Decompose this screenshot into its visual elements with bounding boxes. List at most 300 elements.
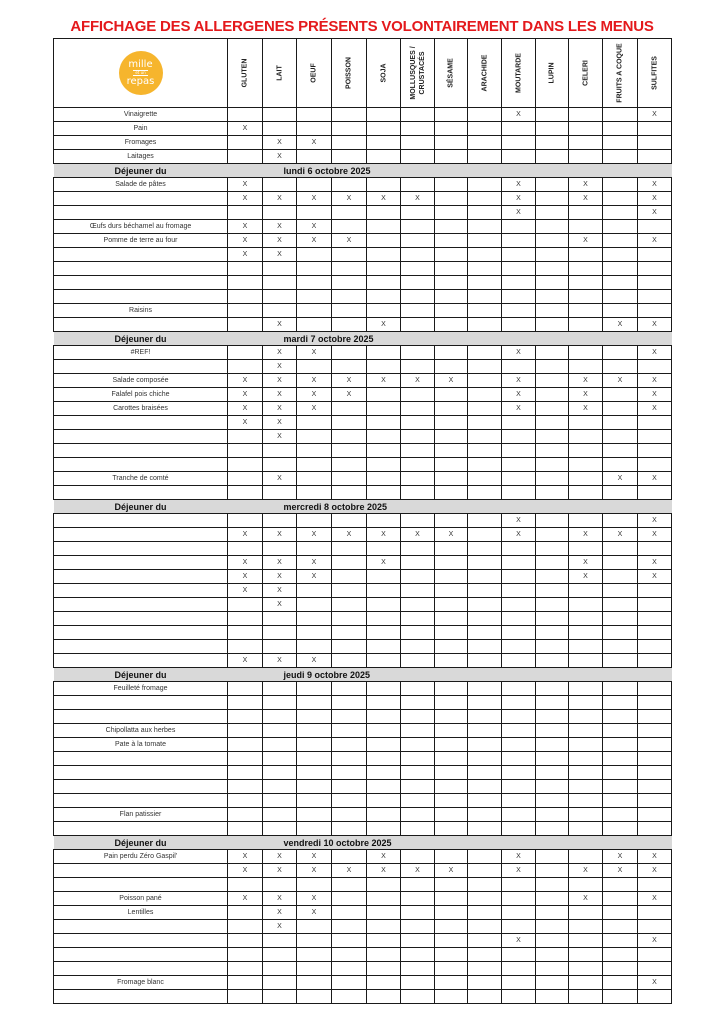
allergen-cell bbox=[603, 416, 638, 430]
allergen-cell bbox=[263, 934, 297, 948]
allergen-cell bbox=[263, 402, 297, 416]
allergen-cell bbox=[435, 934, 468, 948]
allergen-cell bbox=[263, 346, 297, 360]
allergen-cell bbox=[263, 724, 297, 738]
allergen-cell bbox=[502, 584, 536, 598]
allergen-cell bbox=[502, 570, 536, 584]
allergen-cell bbox=[263, 808, 297, 822]
allergen-cell bbox=[332, 654, 367, 668]
allergen-cell bbox=[401, 752, 435, 766]
menu-item-name bbox=[54, 990, 228, 1004]
menu-item-name bbox=[54, 360, 228, 374]
allergen-header-label: MOLLUSQUES / CRUSTACÉS bbox=[409, 46, 426, 100]
allergen-cell bbox=[502, 444, 536, 458]
allergen-cell bbox=[638, 486, 672, 500]
menu-item-name: Salade de pâtes bbox=[54, 178, 228, 192]
allergen-cell bbox=[297, 654, 332, 668]
menu-item-name: Pomme de terre au four bbox=[54, 234, 228, 248]
menu-item-name bbox=[54, 528, 228, 542]
menu-item-name: Pain bbox=[54, 122, 228, 136]
menu-item-name bbox=[54, 920, 228, 934]
allergen-cell bbox=[332, 948, 367, 962]
allergen-cell bbox=[603, 150, 638, 164]
allergen-cell bbox=[332, 486, 367, 500]
allergen-cell bbox=[468, 388, 502, 402]
allergen-cell bbox=[228, 822, 263, 836]
allergen-cell bbox=[502, 766, 536, 780]
allergen-cell bbox=[536, 612, 569, 626]
allergen-cell bbox=[502, 276, 536, 290]
allergen-cell bbox=[536, 430, 569, 444]
allergen-cell bbox=[263, 948, 297, 962]
menu-item-name: Falafel pois chiche bbox=[54, 388, 228, 402]
allergen-cell bbox=[502, 206, 536, 220]
allergen-cell bbox=[401, 178, 435, 192]
allergen-cell bbox=[228, 514, 263, 528]
allergen-mark: X bbox=[242, 586, 248, 594]
allergen-cell bbox=[569, 402, 603, 416]
allergen-cell bbox=[263, 542, 297, 556]
allergen-cell bbox=[367, 724, 401, 738]
allergen-mark: X bbox=[277, 866, 282, 874]
allergen-cell bbox=[603, 374, 638, 388]
allergen-cell bbox=[297, 990, 332, 1004]
day-date: lundi 6 octobre 2025 bbox=[228, 164, 672, 178]
logo-text-repas: repas bbox=[126, 76, 155, 87]
allergen-cell bbox=[435, 304, 468, 318]
allergen-cell bbox=[468, 108, 502, 122]
allergen-cell bbox=[332, 920, 367, 934]
allergen-mark: X bbox=[277, 152, 282, 160]
menu-item-row bbox=[54, 178, 672, 192]
allergen-cell bbox=[502, 612, 536, 626]
allergen-header bbox=[263, 39, 297, 108]
allergen-cell bbox=[263, 388, 297, 402]
allergen-mark: X bbox=[277, 404, 282, 412]
allergen-cell bbox=[228, 122, 263, 136]
allergen-cell bbox=[228, 528, 263, 542]
allergen-cell bbox=[536, 108, 569, 122]
allergen-mark: X bbox=[516, 852, 521, 860]
allergen-cell bbox=[332, 724, 367, 738]
allergen-cell bbox=[435, 598, 468, 612]
allergen-cell bbox=[569, 724, 603, 738]
allergen-cell bbox=[502, 822, 536, 836]
menu-item-name bbox=[54, 640, 228, 654]
allergen-cell bbox=[468, 402, 502, 416]
allergen-cell bbox=[435, 318, 468, 332]
allergen-mark: X bbox=[652, 530, 657, 538]
allergen-cell bbox=[468, 136, 502, 150]
allergen-cell bbox=[401, 304, 435, 318]
allergen-cell bbox=[569, 766, 603, 780]
allergen-cell bbox=[502, 654, 536, 668]
allergen-cell bbox=[435, 696, 468, 710]
allergen-cell bbox=[297, 262, 332, 276]
allergen-cell bbox=[297, 388, 332, 402]
allergen-mark: X bbox=[652, 348, 657, 356]
allergen-cell bbox=[638, 206, 672, 220]
day-date: mercredi 8 octobre 2025 bbox=[228, 500, 672, 514]
allergen-cell bbox=[263, 794, 297, 808]
allergen-cell bbox=[332, 822, 367, 836]
allergen-cell bbox=[297, 570, 332, 584]
allergen-cell bbox=[603, 430, 638, 444]
allergen-cell bbox=[401, 696, 435, 710]
allergen-cell bbox=[332, 808, 367, 822]
allergen-cell bbox=[502, 178, 536, 192]
allergen-cell bbox=[536, 976, 569, 990]
allergen-mark: X bbox=[242, 124, 248, 132]
allergen-cell bbox=[297, 626, 332, 640]
menu-item-row bbox=[54, 108, 672, 122]
allergen-cell bbox=[603, 864, 638, 878]
allergen-cell bbox=[502, 626, 536, 640]
allergen-cell bbox=[468, 990, 502, 1004]
allergen-cell bbox=[603, 808, 638, 822]
allergen-cell bbox=[536, 150, 569, 164]
menu-item-name: Lentilles bbox=[54, 906, 228, 920]
allergen-cell bbox=[536, 234, 569, 248]
allergen-cell bbox=[638, 934, 672, 948]
menu-item-row bbox=[54, 794, 672, 808]
allergen-cell bbox=[536, 892, 569, 906]
allergen-cell bbox=[367, 990, 401, 1004]
menu-item-row bbox=[54, 528, 672, 542]
allergen-cell bbox=[367, 248, 401, 262]
allergen-cell bbox=[603, 290, 638, 304]
allergen-cell bbox=[297, 528, 332, 542]
allergen-cell bbox=[332, 248, 367, 262]
allergen-cell bbox=[603, 738, 638, 752]
allergen-cell bbox=[502, 696, 536, 710]
day-label: Déjeuner du bbox=[54, 164, 228, 178]
allergen-cell bbox=[435, 458, 468, 472]
menu-item-name bbox=[54, 766, 228, 780]
allergen-mark: X bbox=[277, 852, 282, 860]
allergen-cell bbox=[367, 780, 401, 794]
allergen-cell bbox=[401, 318, 435, 332]
allergen-cell bbox=[603, 626, 638, 640]
allergen-cell bbox=[502, 122, 536, 136]
allergen-cell bbox=[263, 472, 297, 486]
allergen-header bbox=[401, 39, 435, 108]
allergen-mark: X bbox=[583, 376, 588, 384]
allergen-cell bbox=[638, 710, 672, 724]
allergen-cell bbox=[401, 430, 435, 444]
menu-item-row bbox=[54, 682, 672, 696]
allergen-cell bbox=[536, 766, 569, 780]
allergen-cell bbox=[569, 752, 603, 766]
allergen-cell bbox=[367, 906, 401, 920]
menu-item-name bbox=[54, 556, 228, 570]
allergen-mark: X bbox=[311, 348, 317, 356]
allergen-cell bbox=[435, 626, 468, 640]
allergen-cell bbox=[297, 122, 332, 136]
allergen-cell bbox=[263, 752, 297, 766]
allergen-cell bbox=[263, 486, 297, 500]
allergen-cell bbox=[468, 430, 502, 444]
allergen-mark: X bbox=[242, 558, 248, 566]
allergen-cell bbox=[435, 388, 468, 402]
allergen-cell bbox=[401, 654, 435, 668]
allergen-mark: X bbox=[277, 194, 282, 202]
allergen-cell bbox=[367, 388, 401, 402]
allergen-cell bbox=[569, 178, 603, 192]
menu-item-name bbox=[54, 654, 228, 668]
allergen-cell bbox=[332, 542, 367, 556]
allergen-mark: X bbox=[516, 110, 521, 118]
allergen-mark: X bbox=[311, 866, 317, 874]
menu-item-name: Vinaigrette bbox=[54, 108, 228, 122]
allergen-cell bbox=[435, 850, 468, 864]
allergen-cell bbox=[435, 570, 468, 584]
allergen-mark: X bbox=[516, 348, 521, 356]
allergen-cell bbox=[502, 598, 536, 612]
allergen-cell bbox=[435, 514, 468, 528]
allergen-cell bbox=[228, 430, 263, 444]
menu-item-name: Carottes braisées bbox=[54, 402, 228, 416]
allergen-header bbox=[603, 39, 638, 108]
allergen-cell bbox=[603, 640, 638, 654]
allergen-cell bbox=[603, 528, 638, 542]
allergen-cell bbox=[332, 794, 367, 808]
allergen-cell bbox=[401, 570, 435, 584]
allergen-cell bbox=[435, 556, 468, 570]
allergen-cell bbox=[332, 556, 367, 570]
allergen-cell bbox=[536, 570, 569, 584]
allergen-mark: X bbox=[277, 600, 282, 608]
allergen-cell bbox=[435, 276, 468, 290]
allergen-cell bbox=[502, 388, 536, 402]
allergen-cell bbox=[569, 710, 603, 724]
allergen-cell bbox=[332, 234, 367, 248]
allergen-cell bbox=[263, 640, 297, 654]
allergen-header bbox=[569, 39, 603, 108]
allergen-cell bbox=[468, 556, 502, 570]
logo-text-mille: mille bbox=[128, 59, 153, 70]
allergen-cell bbox=[263, 318, 297, 332]
menu-item-name: Flan patissier bbox=[54, 808, 228, 822]
allergen-cell bbox=[332, 780, 367, 794]
allergen-cell bbox=[263, 584, 297, 598]
allergen-cell bbox=[367, 794, 401, 808]
allergen-mark: X bbox=[652, 236, 657, 244]
menu-item-name bbox=[54, 696, 228, 710]
allergen-cell bbox=[263, 416, 297, 430]
allergen-cell bbox=[367, 262, 401, 276]
allergen-cell bbox=[367, 374, 401, 388]
allergen-cell bbox=[536, 962, 569, 976]
allergen-cell bbox=[401, 626, 435, 640]
allergen-cell bbox=[435, 430, 468, 444]
allergen-cell bbox=[367, 934, 401, 948]
menu-item-name bbox=[54, 262, 228, 276]
allergen-cell bbox=[435, 262, 468, 276]
allergen-cell bbox=[569, 794, 603, 808]
allergen-cell bbox=[297, 710, 332, 724]
allergen-cell bbox=[603, 108, 638, 122]
allergen-cell bbox=[297, 178, 332, 192]
allergen-cell bbox=[502, 318, 536, 332]
allergen-cell bbox=[228, 724, 263, 738]
allergen-cell bbox=[367, 360, 401, 374]
menu-item-row bbox=[54, 150, 672, 164]
allergen-cell bbox=[297, 472, 332, 486]
allergen-cell bbox=[638, 850, 672, 864]
allergen-cell bbox=[367, 416, 401, 430]
allergen-cell bbox=[603, 248, 638, 262]
allergen-cell bbox=[569, 318, 603, 332]
menu-item-row bbox=[54, 192, 672, 206]
allergen-mark: X bbox=[381, 194, 386, 202]
allergen-cell bbox=[638, 822, 672, 836]
allergen-cell bbox=[435, 402, 468, 416]
allergen-cell bbox=[468, 318, 502, 332]
allergen-cell bbox=[502, 710, 536, 724]
menu-item-row bbox=[54, 234, 672, 248]
allergen-cell bbox=[332, 864, 367, 878]
allergen-cell bbox=[332, 108, 367, 122]
allergen-cell bbox=[401, 108, 435, 122]
menu-item-row bbox=[54, 304, 672, 318]
allergen-cell bbox=[468, 626, 502, 640]
allergen-mark: X bbox=[311, 572, 317, 580]
menu-item-name: Pain perdu Zéro Gaspil' bbox=[54, 850, 228, 864]
allergen-cell bbox=[536, 374, 569, 388]
allergen-cell bbox=[468, 542, 502, 556]
menu-item-row bbox=[54, 584, 672, 598]
allergen-cell bbox=[297, 374, 332, 388]
allergen-cell bbox=[297, 920, 332, 934]
allergen-cell bbox=[435, 682, 468, 696]
allergen-cell bbox=[435, 346, 468, 360]
allergen-mark: X bbox=[617, 320, 623, 328]
allergen-cell bbox=[367, 290, 401, 304]
allergen-cell bbox=[638, 430, 672, 444]
allergen-cell bbox=[401, 990, 435, 1004]
allergen-cell bbox=[263, 864, 297, 878]
allergen-cell bbox=[332, 192, 367, 206]
allergen-mark: X bbox=[652, 558, 657, 566]
allergen-cell bbox=[228, 486, 263, 500]
allergen-cell bbox=[435, 206, 468, 220]
allergen-cell bbox=[297, 962, 332, 976]
allergen-cell bbox=[263, 598, 297, 612]
allergen-cell bbox=[435, 248, 468, 262]
allergen-cell bbox=[297, 206, 332, 220]
allergen-cell bbox=[536, 136, 569, 150]
menu-item-name: Fromages bbox=[54, 136, 228, 150]
allergen-mark: X bbox=[381, 376, 386, 384]
allergen-mark: X bbox=[242, 236, 248, 244]
allergen-mark: X bbox=[652, 852, 657, 860]
allergen-mark: X bbox=[242, 656, 248, 664]
allergen-cell bbox=[536, 682, 569, 696]
allergen-cell bbox=[569, 486, 603, 500]
mille-et-un-repas-logo bbox=[119, 51, 163, 95]
allergen-mark: X bbox=[652, 978, 657, 986]
allergen-cell bbox=[536, 416, 569, 430]
allergen-mark: X bbox=[652, 194, 657, 202]
allergen-cell bbox=[332, 360, 367, 374]
allergen-cell bbox=[569, 920, 603, 934]
allergen-cell bbox=[367, 626, 401, 640]
allergen-cell bbox=[401, 276, 435, 290]
allergen-cell bbox=[435, 864, 468, 878]
allergen-cell bbox=[603, 934, 638, 948]
allergen-mark: X bbox=[277, 572, 282, 580]
allergen-cell bbox=[228, 612, 263, 626]
allergen-cell bbox=[228, 696, 263, 710]
allergen-cell bbox=[638, 150, 672, 164]
menu-item-name bbox=[54, 570, 228, 584]
allergen-cell bbox=[603, 906, 638, 920]
allergen-mark: X bbox=[617, 530, 623, 538]
allergen-mark: X bbox=[652, 376, 657, 384]
allergen-cell bbox=[603, 682, 638, 696]
allergen-cell bbox=[603, 598, 638, 612]
allergen-cell bbox=[468, 444, 502, 458]
allergen-cell bbox=[435, 416, 468, 430]
allergen-cell bbox=[536, 738, 569, 752]
allergen-cell bbox=[638, 528, 672, 542]
allergen-cell bbox=[502, 808, 536, 822]
allergen-cell bbox=[401, 542, 435, 556]
allergen-cell bbox=[569, 374, 603, 388]
allergen-cell bbox=[638, 598, 672, 612]
allergen-mark: X bbox=[617, 852, 623, 860]
logo-text-et-un: et un bbox=[135, 70, 146, 75]
allergen-cell bbox=[638, 374, 672, 388]
menu-item-row bbox=[54, 654, 672, 668]
allergen-cell bbox=[263, 458, 297, 472]
menu-item-row bbox=[54, 374, 672, 388]
allergen-cell bbox=[468, 514, 502, 528]
allergen-cell bbox=[228, 416, 263, 430]
allergen-cell bbox=[228, 360, 263, 374]
allergen-cell bbox=[536, 598, 569, 612]
allergen-cell bbox=[332, 598, 367, 612]
allergen-cell bbox=[332, 444, 367, 458]
allergen-cell bbox=[367, 696, 401, 710]
allergen-cell bbox=[502, 878, 536, 892]
allergen-header-label: SOJA bbox=[380, 63, 387, 83]
allergen-mark: X bbox=[277, 922, 282, 930]
allergen-cell bbox=[536, 528, 569, 542]
allergen-mark: X bbox=[415, 376, 420, 384]
allergen-mark: X bbox=[346, 530, 352, 538]
allergen-mark: X bbox=[277, 250, 282, 258]
allergen-cell bbox=[228, 290, 263, 304]
allergen-cell bbox=[468, 920, 502, 934]
allergen-cell bbox=[536, 248, 569, 262]
allergen-cell bbox=[435, 948, 468, 962]
allergen-cell bbox=[401, 850, 435, 864]
allergen-cell bbox=[603, 542, 638, 556]
allergen-cell bbox=[401, 262, 435, 276]
allergen-cell bbox=[569, 626, 603, 640]
allergen-cell bbox=[638, 752, 672, 766]
allergen-cell bbox=[228, 948, 263, 962]
allergen-cell bbox=[502, 458, 536, 472]
allergen-mark: X bbox=[311, 376, 317, 384]
menu-item-name bbox=[54, 752, 228, 766]
allergen-mark: X bbox=[277, 236, 282, 244]
allergen-cell bbox=[603, 570, 638, 584]
allergen-mark: X bbox=[652, 390, 657, 398]
allergen-cell bbox=[435, 640, 468, 654]
